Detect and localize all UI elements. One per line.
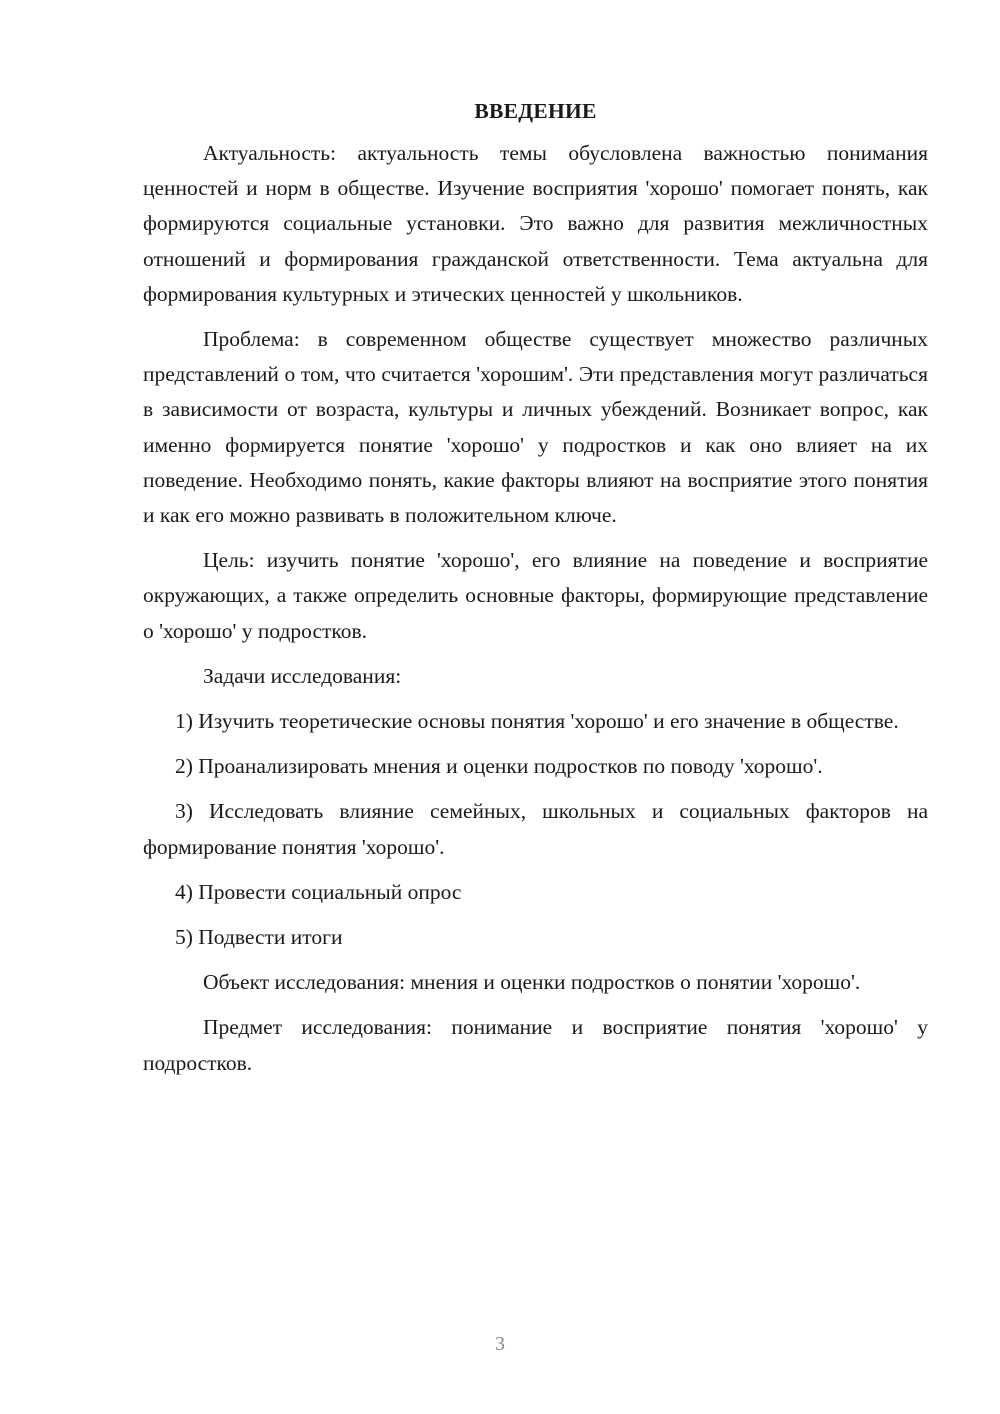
task-item-2: 2) Проанализировать мнения и оценки подростков по поводу 'хорошо'. xyxy=(175,754,823,779)
task-item-1: 1) Изучить теоретические основы понятия 'хорошо' и его значение в обществе. xyxy=(175,709,899,734)
task-item-5: 5) Подвести итоги xyxy=(175,925,343,950)
relevance-paragraph: Актуальность: актуальность темы обусловлена важностью понимания ценностей и норм в обществе. Изучение восприятия 'хорошо' помогает понять, как формируются социальные установки. Это важно для развития межличностных отношений и формирования гражданской ответственности. Тема актуальна для формирования культурных и этических ценностей у школьников. xyxy=(143,141,928,306)
document-page xyxy=(143,96,928,1091)
problem-paragraph: Проблема: в современном обществе существует множество различных представлений о том, что считается 'хорошим'. Эти представления могут различаться в зависимости от возраста, культуры и личных убеждений. Возникает вопрос, как именно формируется понятие 'хорошо' у подростков и как оно влияет на их поведение. Необходимо понять, какие факторы влияют на восприятие этого понятия и как его можно развивать в положительном ключе. xyxy=(143,327,928,528)
subject-paragraph: Предмет исследования: понимание и восприятие понятия 'хорошо' у подростков. xyxy=(143,1015,928,1075)
task-item-3: 3) Исследовать влияние семейных, школьных и социальных факторов на формирование понятия 'хорошо'. xyxy=(143,799,928,859)
object-paragraph: Объект исследования: мнения и оценки подростков о понятии 'хорошо'. xyxy=(203,970,861,995)
page-number: 3 xyxy=(495,1333,505,1355)
goal-paragraph: Цель: изучить понятие 'хорошо', его влияние на поведение и восприятие окружающих, а также определить основные факторы, формирующие представление о 'хорошо' у подростков. xyxy=(143,548,928,643)
task-item-4: 4) Провести социальный опрос xyxy=(175,879,462,904)
section-title: ВВЕДЕНИЕ xyxy=(474,99,597,123)
tasks-heading: Задачи исследования: xyxy=(203,663,402,688)
